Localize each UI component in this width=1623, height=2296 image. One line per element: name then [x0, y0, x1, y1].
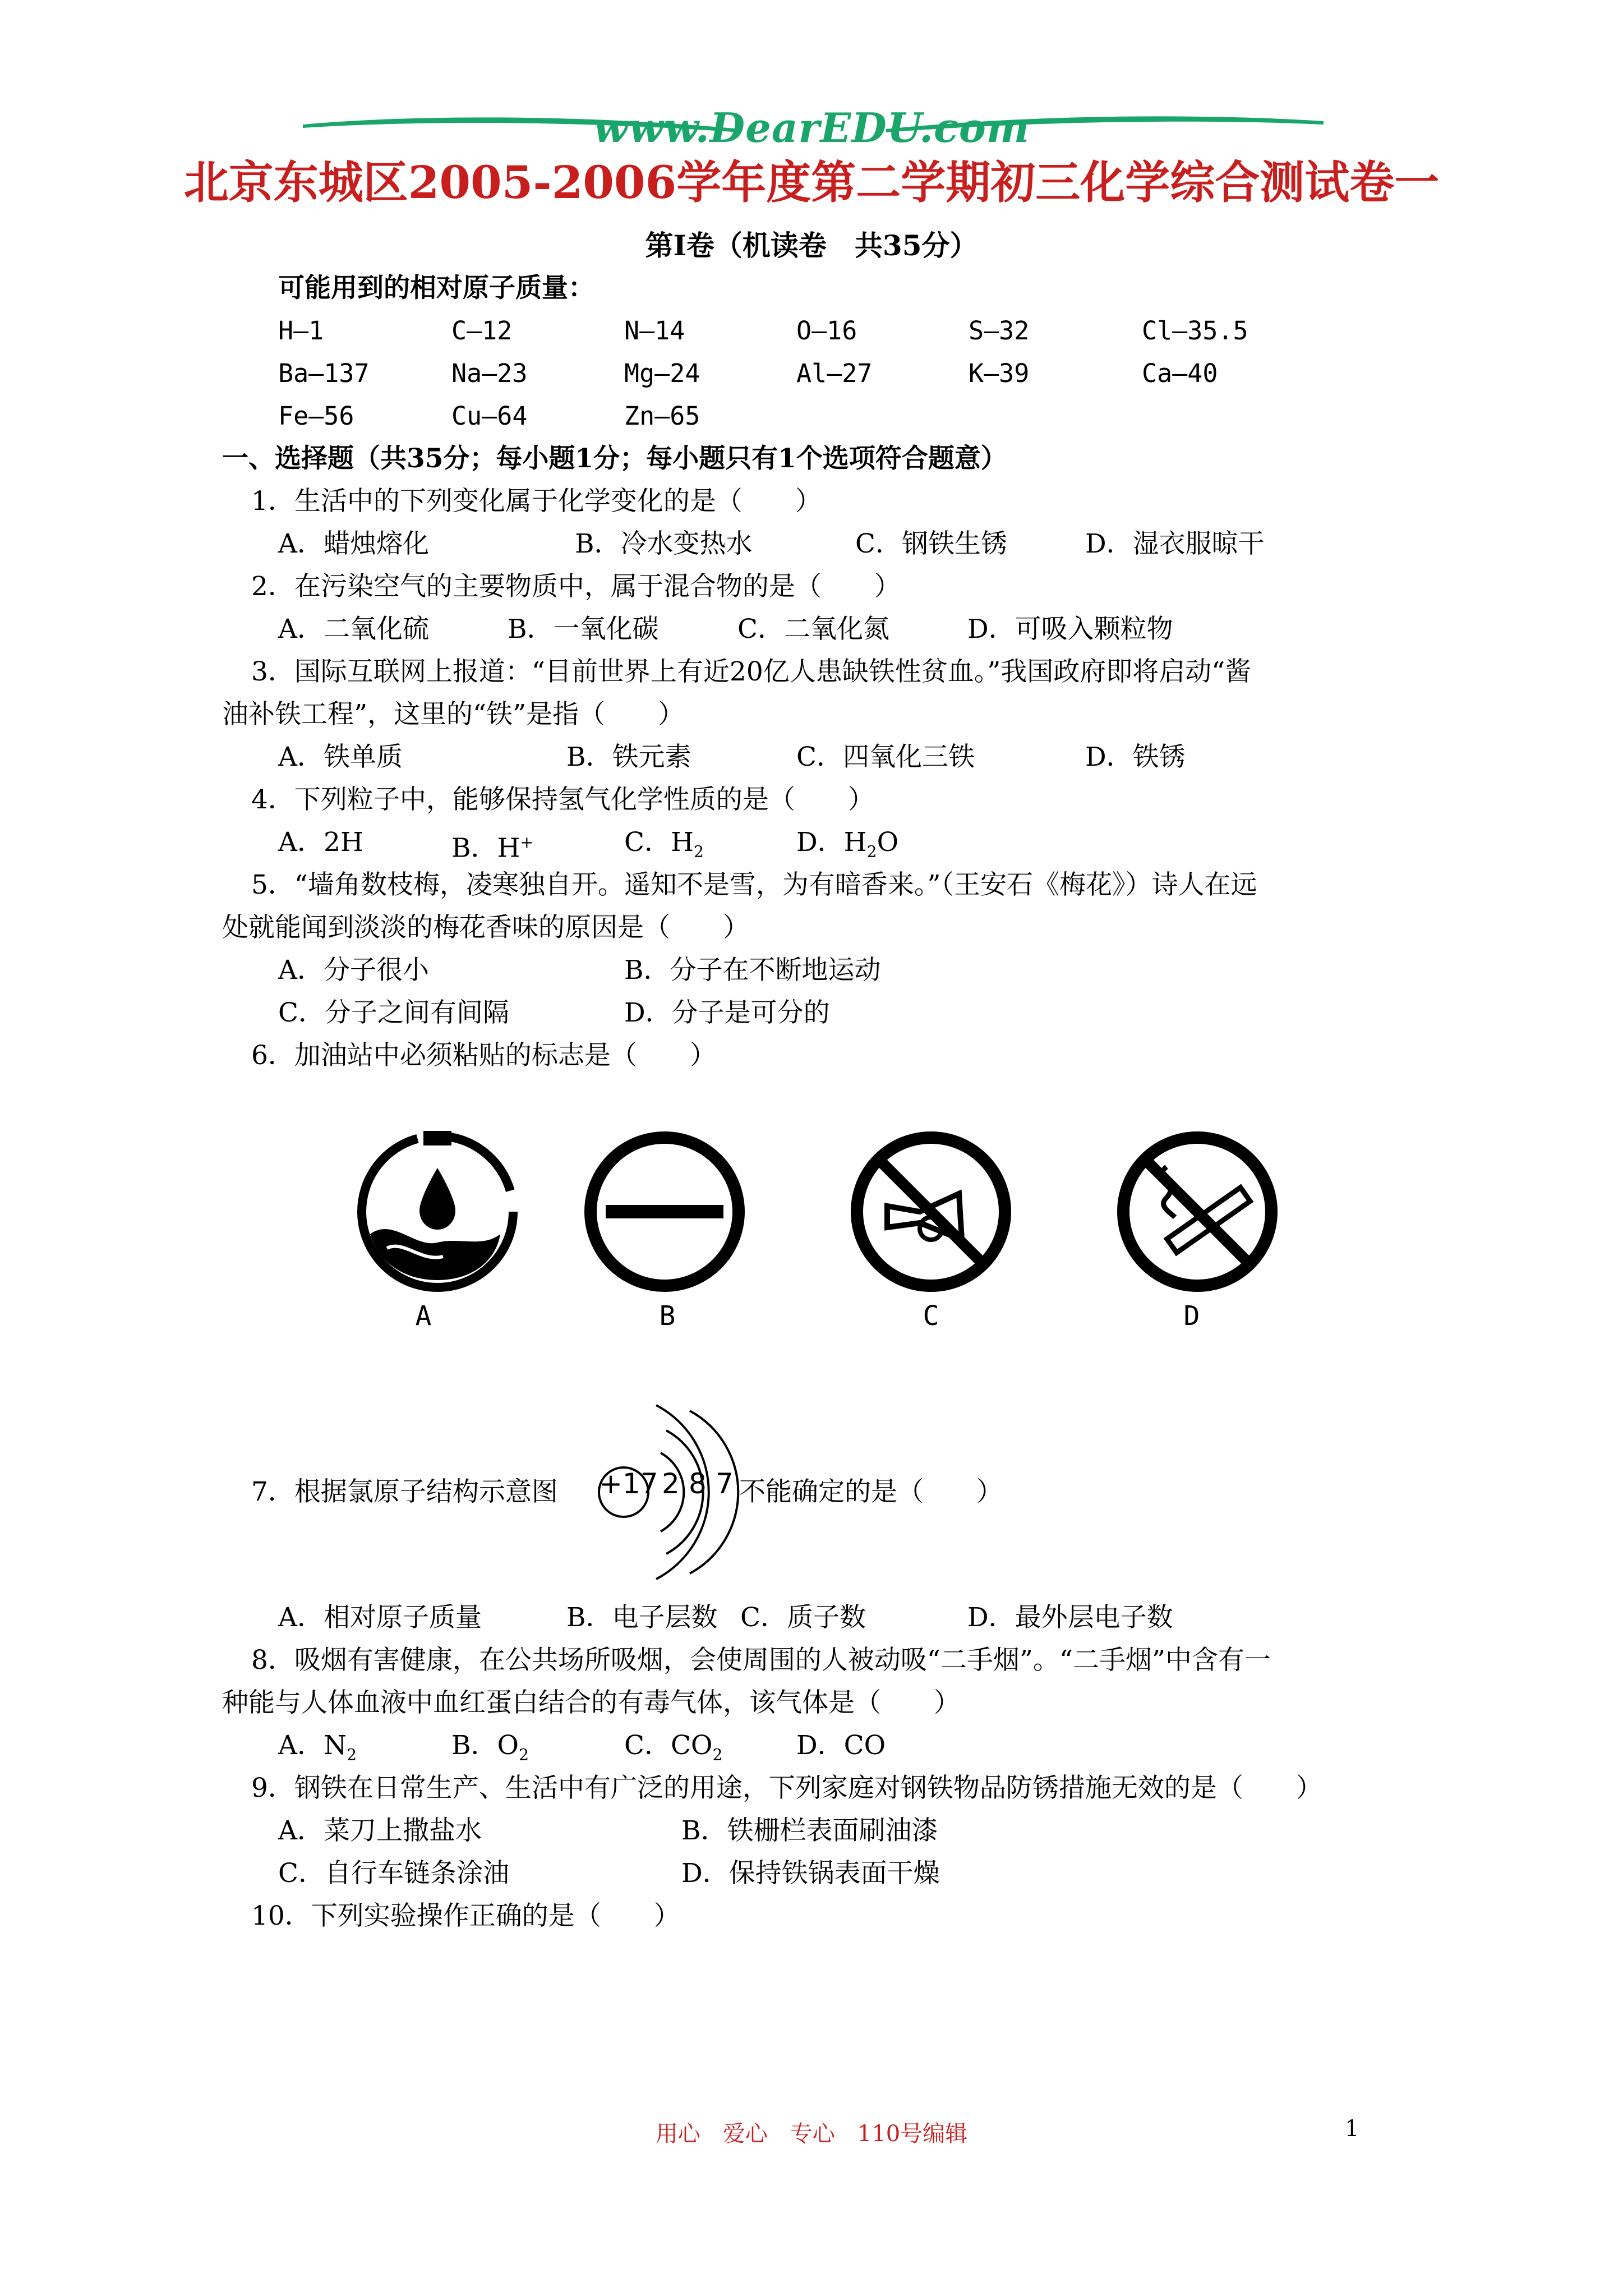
mass-ca: Ca—40 [1142, 358, 1218, 388]
q4-option-c: C．$H_2$ [624, 827, 704, 861]
mass-na: Na—23 [451, 358, 528, 388]
mass-al: Al—27 [796, 358, 873, 388]
shell-1-electrons: 2 [662, 1467, 680, 1500]
q2-option-c: C．二氧化氮 [737, 614, 889, 645]
q7-stem-pre: 7．根据氯原子结构示意图 [251, 1476, 558, 1507]
q6-stem: 6．加油站中必须粘贴的标志是（ ） [251, 1040, 716, 1071]
q3-option-b: B．铁元素 [566, 742, 691, 772]
q9-option-c: C．自行车链条涂油 [278, 1858, 509, 1889]
sign-b-no-entry-icon [580, 1128, 749, 1296]
q9-stem: 9．钢铁在日常生产、生活中有广泛的用途，下列家庭对钢铁物品防锈措施无效的是（ ） [251, 1773, 1322, 1803]
q5-option-a: A．分子很小 [278, 955, 429, 986]
q1-option-a: A．蜡烛熔化 [278, 528, 429, 559]
q1-option-b: B．冷水变热水 [575, 528, 753, 559]
q4-option-b: B．H+ [451, 832, 534, 864]
sign-label-c: C [923, 1300, 939, 1332]
q1-option-d: D．湿衣服晾干 [1085, 528, 1265, 559]
q2-stem: 2．在污染空气的主要物质中，属于混合物的是（ ） [251, 571, 901, 602]
q8-option-a: A．$N_2$ [278, 1730, 357, 1764]
q3-option-c: C．四氧化三铁 [796, 742, 975, 772]
q4-option-d: D．$H_2O$ [796, 827, 899, 861]
q3-option-a: A．铁单质 [278, 742, 403, 772]
sign-label-b: B [659, 1300, 676, 1332]
sign-label-d: D [1183, 1300, 1200, 1332]
q2-option-a: A．二氧化硫 [278, 614, 429, 645]
mass-n: N—14 [624, 316, 685, 346]
q8-stem-line2: 种能与人体血液中血红蛋白结合的有毒气体，该气体是（ ） [222, 1687, 960, 1718]
q8-option-d: D．CO [796, 1730, 886, 1761]
sign-label-a: A [415, 1300, 432, 1332]
part-one-heading: 一、选择题（共35分；每小题1分；每小题只有1个选项符合题意） [222, 443, 1007, 474]
q2-option-b: B．一氧化碳 [508, 614, 659, 645]
page-number: 1 [1345, 2116, 1359, 2142]
q1-option-c: C．钢铁生锈 [855, 528, 1007, 559]
sign-c-no-horn-icon [847, 1128, 1015, 1296]
q5-stem-line2: 处就能闻到淡淡的梅花香味的原因是（ ） [222, 912, 749, 943]
q5-stem-line1: 5．“墙角数枝梅，凌寒独自开。遥知不是雪，为有暗香来。”（王安石《梅花》）诗人在远 [251, 869, 1257, 900]
mass-s: S—32 [969, 316, 1030, 346]
q8-option-c: C．$CO_2$ [624, 1730, 723, 1764]
sign-d-no-smoking-icon [1113, 1128, 1281, 1296]
mass-cu: Cu—64 [451, 401, 528, 431]
shell-2-electrons: 8 [689, 1467, 707, 1500]
q7-option-a: A．相对原子质量 [278, 1602, 482, 1633]
q7-option-c: C．质子数 [740, 1602, 866, 1633]
q10-stem: 10．下列实验操作正确的是（ ） [251, 1901, 680, 1931]
mass-ba: Ba—137 [278, 358, 370, 388]
q7-stem-post: 不能确定的是（ ） [739, 1476, 1003, 1507]
mass-mg: Mg—24 [624, 358, 700, 388]
q9-option-a: A．菜刀上撒盐水 [278, 1815, 482, 1846]
section-title: 第Ⅰ卷（机读卷 共35分） [645, 229, 978, 262]
q7-option-d: D．最外层电子数 [967, 1602, 1173, 1633]
q4-stem: 4．下列粒子中，能够保持氢气化学性质的是（ ） [251, 784, 874, 815]
q3-stem-line2: 油补铁工程”，这里的“铁”是指（ ） [222, 699, 685, 730]
q5-option-d: D．分子是可分的 [624, 997, 830, 1028]
mass-c: C—12 [451, 316, 513, 346]
q5-option-c: C．分子之间有间隔 [278, 997, 509, 1028]
mass-cl: Cl—35.5 [1142, 316, 1248, 346]
q5-option-b: B．分子在不断地运动 [624, 955, 881, 986]
shell-3-electrons: 7 [716, 1467, 734, 1500]
mass-o: O—16 [796, 316, 857, 346]
footer-editor-note: 用心 爱心 专心 110号编辑 [655, 2121, 968, 2147]
mass-zn: Zn—65 [624, 401, 700, 431]
nucleus-charge: +17 [599, 1467, 658, 1500]
q8-stem-line1: 8．吸烟有害健康，在公共场所吸烟，会使周围的人被动吸“二手烟”。“二手烟”中含有一 [251, 1645, 1271, 1676]
q9-option-d: D．保持铁锅表面干燥 [681, 1858, 940, 1889]
site-watermark: www.DearEDU.com [593, 104, 1030, 151]
q7-option-b: B．电子层数 [566, 1602, 718, 1633]
q3-stem-line1: 3．国际互联网上报道：“目前世界上有近20亿人患缺铁性贫血。”我国政府即将启动“酱 [251, 656, 1252, 687]
q9-option-b: B．铁栅栏表面刷油漆 [681, 1815, 938, 1846]
q4-option-a: A．2H [278, 827, 363, 858]
mass-fe: Fe—56 [278, 401, 354, 431]
q8-option-b: B．$O_2$ [451, 1730, 529, 1764]
sign-a-water-drop-icon [353, 1128, 522, 1296]
document-title: 北京东城区2005-2006学年度第二学期初三化学综合测试卷一 [183, 156, 1440, 209]
atomic-mass-label: 可能用到的相对原子质量： [278, 273, 594, 303]
mass-h: H—1 [278, 316, 324, 346]
q1-stem: 1．生活中的下列变化属于化学变化的是（ ） [251, 486, 822, 517]
q3-option-d: D．铁锈 [1085, 742, 1186, 772]
mass-k: K—39 [969, 358, 1030, 388]
q2-option-d: D．可吸入颗粒物 [967, 614, 1173, 645]
